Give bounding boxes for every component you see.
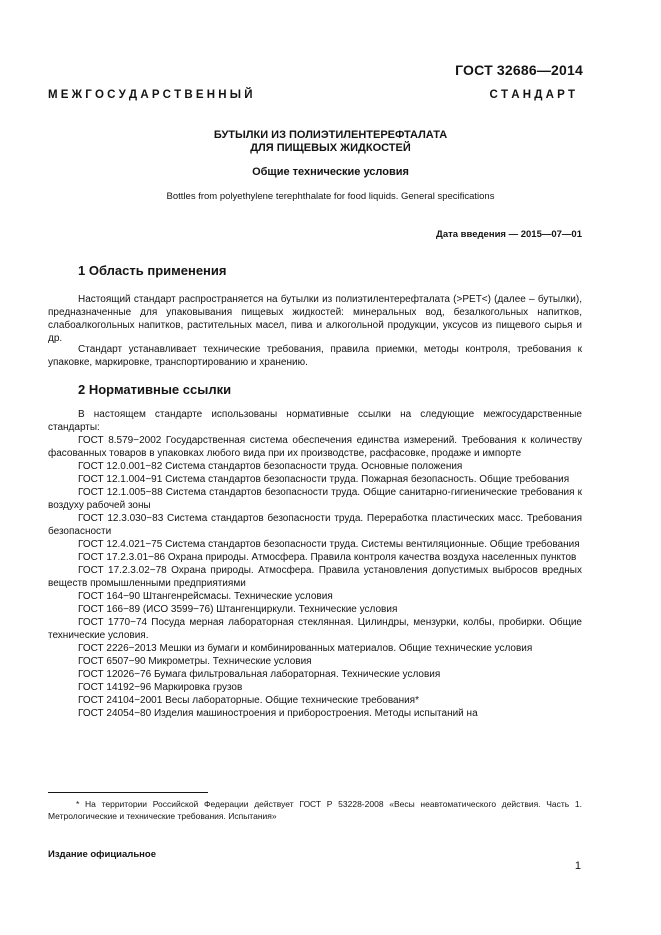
reference-item: ГОСТ 166−89 (ИСО 3599−76) Штангенциркули. Технические условия <box>78 604 398 615</box>
reference-item: ГОСТ 12.1.005−88 Система стандартов безопасности труда. Общие санитарно-гигиенические требования к воздуху рабочей зоны <box>48 487 582 511</box>
reference-item: ГОСТ 1770−74 Посуда мерная лабораторная стеклянная. Цилиндры, мензурки, колбы, пробирки. Общие технические условия. <box>48 617 582 641</box>
reference-item: ГОСТ 17.2.3.02−78 Охрана природы. Атмосфера. Правила установления допустимых выбросов вредных веществ промышленными предприятиями <box>48 565 582 589</box>
section-1-paragraph: Стандарт устанавливает технические требования, правила приемки, методы контроля, требования к упаковке, маркировке, транспортированию и хранению. <box>48 344 582 368</box>
title-line-1: БУТЫЛКИ ИЗ ПОЛИЭТИЛЕНТЕРЕФТАЛАТА <box>213 129 448 141</box>
standard-code: ГОСТ 32686—2014 <box>455 62 583 78</box>
reference-item: ГОСТ 14192−96 Маркировка грузов <box>78 682 243 693</box>
reference-item: ГОСТ 12.4.021−75 Система стандартов безопасности труда. Системы вентиляционные. Общие требования <box>78 539 580 550</box>
reference-item: ГОСТ 6507−90 Микрометры. Технические условия <box>78 656 312 667</box>
reference-item: ГОСТ 12.0.001−82 Система стандартов безопасности труда. Основные положения <box>78 461 463 472</box>
reference-item: ГОСТ 2226−2013 Мешки из бумаги и комбинированных материалов. Общие технические условия <box>78 643 533 654</box>
section-2-heading: 2 Нормативные ссылки <box>78 382 232 397</box>
interstate-word: М Е Ж Г О С У Д А Р С Т В Е Н Н Ы Й <box>48 89 253 101</box>
section-1-heading: 1 Область применения <box>78 263 227 278</box>
title-subtitle: Общие технические условия <box>252 166 409 178</box>
reference-item: ГОСТ 17.2.3.01−86 Охрана природы. Атмосфера. Правила контроля качества воздуха населенных пунктов <box>78 552 577 563</box>
introduction-date: Дата введения — 2015—07—01 <box>436 229 582 240</box>
standard-word: С Т А Н Д А Р Т <box>489 89 575 101</box>
title-english: Bottles from polyethylene terephthalate for food liquids. General specifications <box>166 191 495 202</box>
section-1-paragraph: Настоящий стандарт распространяется на бутылки из полиэтилентерефталата (>PET<) (далее – бутылки), предназначенные для упаковывания пищевых жидкостей: минеральных вод, безалкогольных напитков, слабоалкогольных напитков, растительных масел, пива и алкогольной продукции, уксусов из пищевого сырья и др. <box>48 294 582 344</box>
reference-item: ГОСТ 24104−2001 Весы лабораторные. Общие технические требования* <box>78 695 419 706</box>
reference-item: ГОСТ 12026−76 Бумага фильтровальная лабораторная. Технические условия <box>78 669 441 680</box>
reference-item: ГОСТ 8.579−2002 Государственная система обеспечения единства измерений. Требования к количеству фасованных товаров в упаковках любого вида при их производстве, расфасовке, продаже и импорте <box>48 435 582 459</box>
footnote: * На территории Российской Федерации действует ГОСТ Р 53228-2008 «Весы неавтоматического действия. Часть 1. Метрологические и технические требования. Испытания» <box>48 799 582 821</box>
title-line-2: ДЛЯ ПИЩЕВЫХ ЖИДКОСТЕЙ <box>250 142 411 154</box>
normative-references-list <box>48 408 582 720</box>
reference-item: ГОСТ 12.1.004−91 Система стандартов безопасности труда. Пожарная безопасность. Общие требования <box>78 474 570 485</box>
official-edition-label: Издание официальное <box>48 849 156 860</box>
interstate-standard-banner <box>48 89 575 101</box>
reference-item: ГОСТ 164−90 Штангенрейсмасы. Технические условия <box>78 591 333 602</box>
page-number: 1 <box>574 860 581 872</box>
reference-item: ГОСТ 24054−80 Изделия машиностроения и приборостроения. Методы испытаний на <box>78 708 478 719</box>
footnote-divider <box>48 792 208 793</box>
references-intro: В настоящем стандарте использованы нормативные ссылки на следующие межгосударственные стандарты: <box>48 409 582 433</box>
reference-item: ГОСТ 12.3.030−83 Система стандартов безопасности труда. Переработка пластических масс. Требования безопасности <box>48 513 582 537</box>
